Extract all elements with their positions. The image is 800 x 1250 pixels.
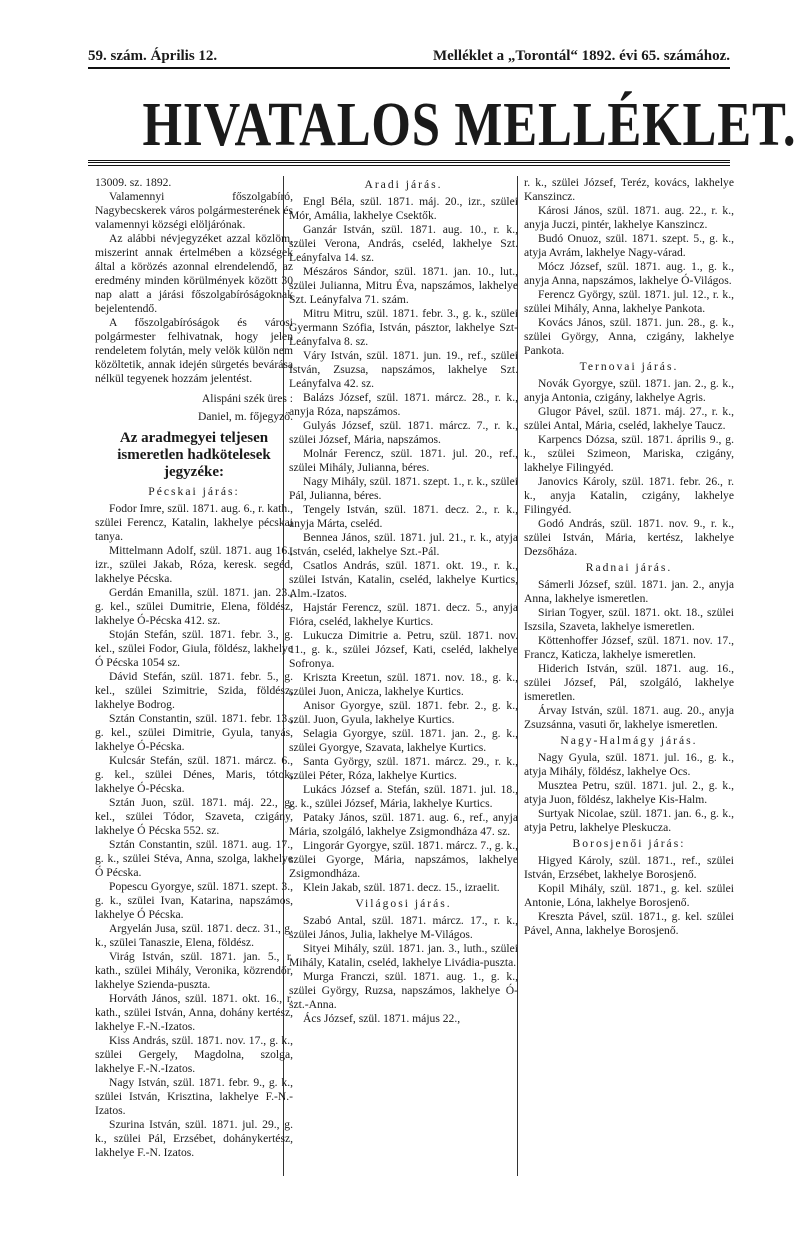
district-heading: Borosjenői járás: — [572, 837, 686, 850]
issue-number: 59. szám. Április 12. — [88, 48, 218, 64]
entry-list — [95, 502, 293, 1160]
entry-list — [289, 195, 518, 895]
list-item: Gerdán Emanilla, szül. 1871. jan. 23., g. kel., szülei Dumitrie, Elena, földész, lakhelye Ó-Pécska 412. sz. — [95, 586, 293, 627]
list-item: Gulyás József, szül. 1871. márcz. 7., r. k., szülei József, Mária, napszámos. — [289, 419, 518, 446]
running-header — [88, 48, 730, 66]
list-item: Kulcsár Stefán, szül. 1871. márcz. 6., g. kel., szülei Dénes, Maris, tótok, lakhelye Ó-Pécska. — [95, 754, 293, 795]
list-item: Bennea János, szül. 1871. jul. 21., r. k., atyja István, cseléd, lakhelye Szt.-Pál. — [289, 531, 518, 558]
list-item: Anisor Gyorgye, szül. 1871. febr. 2., g. k., szül. Juon, Gyula, lakhelye Kurtics. — [289, 699, 518, 726]
column-2 — [289, 176, 518, 1026]
district-heading: Nagy-Halmágy járás. — [560, 734, 698, 747]
list-item: Mócz József, szül. 1871. aug. 1., g. k., anyja Anna, napszámos, lakhelye Ó-Világos. — [524, 260, 734, 287]
list-item: Hajstár Ferencz, szül. 1871. decz. 5., anyja Fióra, cseléd, lakhelye Kurtics. — [289, 601, 518, 628]
list-item: Kiss András, szül. 1871. nov. 17., g. k., szülei Gergely, Magdolna, szolga, lakhelye F.-N.-Izatos. — [95, 1034, 293, 1075]
list-item: Musztea Petru, szül. 1871. jul. 2., g. k., atyja Juon, földész, lakhelye Kis-Halm. — [524, 779, 734, 806]
list-item: Virág István, szül. 1871. jan. 5., r. kath., szülei Mihály, Veronika, közrendőr, lakhelye Szienda-puszta. — [95, 950, 293, 991]
list-item: Lukács József a. Stefán, szül. 1871. jul. 18., g. k., szülei József, Mária, lakhelye Kurtics. — [289, 783, 518, 810]
list-item: Nagy István, szül. 1871. febr. 9., g. k., szülei István, Krisztina, lakhelye F.-N.-Izatos. — [95, 1076, 293, 1117]
district-heading: Világosi járás. — [355, 897, 452, 910]
list-item: Klein Jakab, szül. 1871. decz. 15., izraelit. — [303, 881, 500, 894]
list-item: Budó Onuoz, szül. 1871. szept. 5., g. k., atyja Avrám, lakhelye Nagy-várad. — [524, 232, 734, 259]
list-item: Nagy Gyula, szül. 1871. jul. 16., g. k., atyja Mihály, földész, lakhelye Ocs. — [524, 751, 734, 778]
list-item: Higyed Károly, szül. 1871., ref., szülei István, Erzsébet, lakhelye Borosjenő. — [524, 854, 734, 881]
list-item: Selagia Gyorgye, szül. 1871. jan. 2., g. k., szülei Gyorgye, Szavata, lakhelye Kurtics. — [289, 727, 518, 754]
list-item: Sirian Togyer, szül. 1871. okt. 18., szülei Iszsila, Szaveta, lakhelye ismeretlen. — [524, 606, 734, 633]
reference-number: 13009. sz. 1892. — [95, 176, 172, 189]
column-1 — [95, 176, 293, 1160]
list-item: Kovács János, szül. 1871. jun. 28., g. k., szülei György, Anna, czigány, lakhelye Pankota. — [524, 316, 734, 357]
list-item: Nagy Mihály, szül. 1871. szept. 1., r. k., szülei Pál, Julianna, béres. — [289, 475, 518, 502]
list-item: Lukucza Dimitrie a. Petru, szül. 1871. nov. 11., g. k., szülei József, Kati, cseléd, lakhelye Sofronya. — [289, 629, 518, 670]
list-item: Ganzár István, szül. 1871. aug. 10., r. k., szülei Verona, András, cseléd, lakhelye Szt. Leányfalva 14. sz. — [289, 223, 518, 264]
list-item: Váry István, szül. 1871. jun. 19., ref., szülei István, Zsuzsa, napszámos, lakhelye Szt. Leányfalva 42. sz. — [289, 349, 518, 390]
entry-list — [524, 578, 734, 732]
list-item: Köttenhoffer József, szül. 1871. nov. 17., Francz, Katicza, lakhelye ismeretlen. — [524, 634, 734, 661]
list-item: Károsi János, szül. 1871. aug. 22., r. k., anyja Juczi, pintér, lakhelye Kanszincz. — [524, 204, 734, 231]
signature-line-1: Alispáni szék üres : — [201, 392, 293, 405]
list-item: Murga Franczi, szül. 1871. aug. 1., g. k., szülei György, Ruzsa, napszámos, lakhelye Ó-szt.-Anna. — [289, 970, 518, 1011]
page-title: HIVATALOS MELLÉKLET. — [142, 91, 797, 159]
list-item: Kopil Mihály, szül. 1871., g. kel. szülei Antonie, Lóna, lakhelye Borosjenő. — [524, 882, 734, 909]
list-item: Tengely István, szül. 1871. decz. 2., r. k., anyja Márta, cseléd. — [289, 503, 518, 530]
list-item: Kriszta Kreetun, szül. 1871. nov. 18., g. k., szülei Juon, Anicza, lakhelye Kurtics. — [289, 671, 518, 698]
list-item: Godó András, szül. 1871. nov. 9., r. k., szülei István, Mária, kertész, lakhelye Dezsőháza. — [524, 517, 734, 558]
entry-list — [524, 377, 734, 559]
list-item: Stoján Stefán, szül. 1871. febr. 3., g. kel., szülei Fodor, Giula, földész, lakhelye Ó Pécska 1054 sz. — [95, 628, 293, 669]
list-item: Argyelán Jusa, szül. 1871. decz. 31., g. k., szülei Tanaszie, Elena, földész. — [95, 922, 293, 949]
list-item: Mitru Mitru, szül. 1871. febr. 3., g. k., szülei Gyermann Szófia, István, pásztor, lakhelye Szt-Leányfalva 8. sz. — [289, 307, 518, 348]
list-item: Molnár Ferencz, szül. 1871. jul. 20., ref., szülei Mihály, Julianna, béres. — [289, 447, 518, 474]
list-item: Novák Gyorgye, szül. 1871. jan. 2., g. k., anyja Antonia, czigány, lakhelye Agris. — [524, 377, 734, 404]
list-item: Popescu Gyorgye, szül. 1871. szept. 3., g. k., szülei Ivan, Katarina, napszámos, lakhelye Ó Pécska. — [95, 880, 293, 921]
entry-list — [289, 914, 518, 1026]
list-item: Ács József, szül. 1871. május 22., — [303, 1012, 461, 1025]
address-paragraph: Valamennyi főszolgabíró, Nagybecskerek város polgármesterének és valamennyi községi elöljárónak. — [95, 190, 293, 231]
list-item: Szabó Antal, szül. 1871. márcz. 17., r. k., szülei János, Julia, lakhelye M-Világos. — [289, 914, 518, 941]
list-item: Hiderich István, szül. 1871. aug. 16., szülei József, Pál, szolgáló, lakhelye ismeretlen. — [524, 662, 734, 703]
title-rule — [88, 160, 730, 166]
list-item: Balázs József, szül. 1871. márcz. 28., r. k., anyja Róza, napszámos. — [289, 391, 518, 418]
list-item: Árvay István, szül. 1871. aug. 20., anyja Zsuzsánna, vasuti őr, lakhelye ismeretlen. — [524, 704, 734, 731]
supplement-note: Melléklet a „Torontál“ 1892. évi 65. számához. — [432, 48, 730, 64]
list-item: Glugor Pável, szül. 1871. máj. 27., r. k., szülei Antal, Mária, cseléd, lakhelye Taucz. — [524, 405, 734, 432]
list-item: Horváth János, szül. 1871. okt. 16., r. kath., szülei István, Anna, dohány kertész, lakhelye F.-N.-Izatos. — [95, 992, 293, 1033]
signature-line-2: Daniel, m. főjegyző. — [198, 410, 293, 423]
list-item: Janovics Károly, szül. 1871. febr. 26., r. k., anyja Katalin, czigány, lakhelye Filingyéd. — [524, 475, 734, 516]
list-item: Karpencs Dózsa, szül. 1871. április 9., g. k., szülei Szimeon, Mariska, czigány, lakhelye Filingyéd. — [524, 433, 734, 474]
list-item: Mészáros Sándor, szül. 1871. jan. 10., lut., szülei Julianna, Mitru Éva, napszámos, lakhelye Szt. Leányfalva 71. szám. — [289, 265, 518, 306]
list-item: Engl Béla, szül. 1871. máj. 20., izr., szülei Mór, Amália, lakhelye Csektők. — [289, 195, 518, 222]
list-item: Pataky János, szül. 1871. aug. 6., ref., anyja Mária, szolgáló, lakhelye Zsigmondháza 47. sz. — [289, 811, 518, 838]
district-heading: Ternovai járás. — [579, 360, 679, 373]
district-heading: Aradi járás. — [364, 178, 443, 191]
list-item: Surtyak Nicolae, szül. 1871. jan. 6., g. k., atyja Petru, lakhelye Pleskucza. — [524, 807, 734, 834]
column-3 — [524, 176, 734, 938]
list-item: r. k., szülei József, Teréz, kovács, lakhelye Kanszincz. — [524, 176, 734, 203]
body-paragraph: Az alábbi névjegyzéket azzal közlöm, miszerint annak értelmében a községek által a körözés azonnal elrendelendő, az eredmény minden körülmények között 30 nap alatt a járási főszolgabíróságoknak bejelentendő. — [95, 232, 293, 315]
list-item: Sztán Constantin, szül. 1871. aug. 17., g. k., szülei Stéva, Anna, szolga, lakhelye Ó Pécska. — [95, 838, 293, 879]
district-heading: Radnai járás. — [585, 561, 673, 574]
list-item: Santa György, szül. 1871. márcz. 29., r. k., szülei Péter, Róza, lakhelye Kurtics. — [289, 755, 518, 782]
list-item: Kreszta Pável, szül. 1871., g. kel. szülei Pável, Anna, lakhelye Borosjenő. — [524, 910, 734, 937]
entry-list — [524, 176, 734, 358]
body-paragraph-2: A főszolgabíróságok és városi polgármester felhivatnak, hogy jelen rendeletem folytán, mely velök külön nem közöltetik, annak idején sürgetés bevárása nélkül tegyenek hozzám jelentést. — [95, 316, 293, 385]
list-item: Szurina István, szül. 1871. jul. 29., g. k., szülei Pál, Erzsébet, dohánykertész, lakhelye F.-N. Izatos. — [95, 1118, 293, 1159]
list-item: Mittelmann Adolf, szül. 1871. aug 16., izr., szülei Jakab, Róza, keresk. segéd, lakhelye Pécska. — [95, 544, 293, 585]
list-item: Ferencz György, szül. 1871. jul. 12., r. k., szülei Mihály, Anna, lakhelye Pankota. — [524, 288, 734, 315]
entry-list — [524, 751, 734, 835]
list-item: Fodor Imre, szül. 1871. aug. 6., r. kath., szülei Ferencz, Katalin, lakhelye pécskai tanya. — [95, 502, 293, 543]
entry-list — [524, 854, 734, 938]
list-item: Sztán Juon, szül. 1871. máj. 22., g. kel., szülei Tódor, Szaveta, czigány, lakhelye Ó Pécska 552. sz. — [95, 796, 293, 837]
list-item: Lingorár Gyorgye, szül. 1871. márcz. 7., g. k., szülei Gyorge, Mária, napszámos, lakhelye Zsigmondháza. — [289, 839, 518, 880]
list-item: Sztán Constantin, szül. 1871. febr. 13., g. kel., szülei Dimitrie, Gyula, tanyás, lakhelye Ó-Pécska. — [95, 712, 293, 753]
list-heading: Az aradmegyei teljesen ismeretlen hadkötelesek jegyzéke: — [117, 430, 271, 480]
list-item: Sámerli József, szül. 1871. jan. 2., anyja Anna, lakhelye ismeretlen. — [524, 578, 734, 605]
district-heading: Pécskai járás: — [148, 485, 240, 498]
list-item: Sityei Mihály, szül. 1871. jan. 3., luth., szülei Mihály, Katalin, cseléd, lakhelye Livádia-puszta. — [289, 942, 518, 969]
list-item: Csatlos András, szül. 1871. okt. 19., r. k., szülei István, Katalin, cseléd, lakhelye Kurtics, Alm.-Izatos. — [289, 559, 518, 600]
list-item: Dávid Stefán, szül. 1871. febr. 5., g. kel., szülei Szimitrie, Szida, földész, lakhelye Bodrog. — [95, 670, 293, 711]
header-rule — [88, 67, 730, 69]
